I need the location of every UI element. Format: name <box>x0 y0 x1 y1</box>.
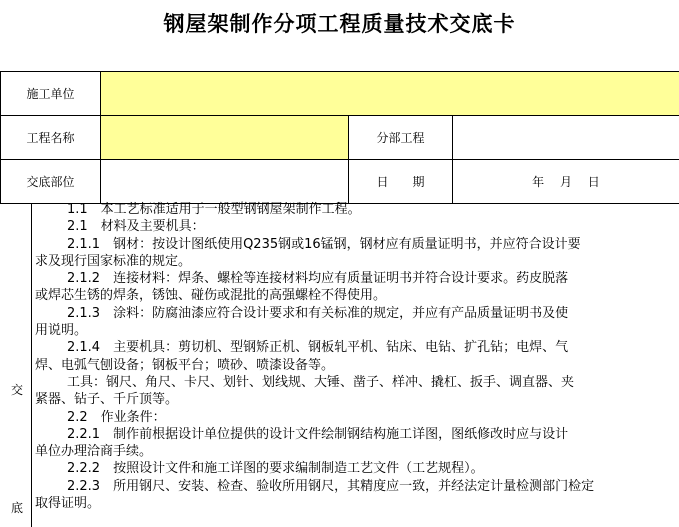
date-field[interactable]: 年 月 日 <box>452 159 679 203</box>
content-line: 2.1.3 涂料：防腐油漆应符合设计要求和有关标准的规定，并应有产品质量证明书及使 <box>67 305 569 321</box>
project-name-label: 工程名称 <box>0 115 100 159</box>
content-line: 用说明。 <box>35 323 88 339</box>
content-line: 2.2 作业条件： <box>67 409 166 425</box>
content-line: 2.1.4 主要机具：剪切机、型钢矫正机、钢板轧平机、钻床、电钻、扩孔钻；电焊、气 <box>67 340 569 356</box>
construction-unit-field[interactable] <box>100 71 679 115</box>
construction-unit-label: 施工单位 <box>0 71 100 115</box>
content-line: 2.1.2 连接材料：焊条、螺栓等连接材料均应有质量证明书并符合设计要求。药皮脱落 <box>67 271 569 287</box>
date-label: 日 期 <box>348 159 452 203</box>
content-line: 紧器、钻子、千斤顶等。 <box>35 392 179 408</box>
content-line: 2.2.3 所用钢尺、安装、检查、验收所用钢尺，其精度应一致，并经法定计量检测部门检定 <box>67 478 595 494</box>
content-line: 取得证明。 <box>35 496 101 512</box>
handover-part-field[interactable] <box>100 159 348 203</box>
side-column-border <box>31 203 32 527</box>
handover-part-label: 交底部位 <box>0 159 100 203</box>
content-line: 单位办理洽商手续。 <box>35 444 153 460</box>
page-title: 钢屋架制作分项工程质量技术交底卡 <box>163 12 516 36</box>
side-label-char-1: 交 <box>11 383 24 397</box>
handover-content <box>35 201 665 512</box>
project-name-field[interactable] <box>100 115 348 159</box>
sub-project-field[interactable] <box>452 115 679 159</box>
sub-project-label: 分部工程 <box>348 115 452 159</box>
content-line: 2.1.1 钢材：按设计图纸使用Q235钢或16锰钢，钢材应有质量证明书，并应符合设计要 <box>67 236 581 252</box>
content-line: 1.1 本工艺标准适用于一般型钢钢屋架制作工程。 <box>67 202 361 217</box>
content-line: 2.2.1 制作前根据设计单位提供的设计文件绘制钢结构施工详图，图纸修改时应与设计 <box>67 426 569 442</box>
content-line: 焊、电弧气刨设备；钢板平台；喷砂、喷漆设备等。 <box>35 357 335 373</box>
content-line: 2.2.2 按照设计文件和施工详图的要求编制制造工艺文件（工艺规程）。 <box>67 461 484 477</box>
content-line: 求及现行国家标准的规定。 <box>35 253 192 269</box>
content-line: 2.1 材料及主要机具： <box>67 219 205 235</box>
side-label-char-2: 底 <box>11 501 24 515</box>
content-line: 工具：钢尺、角尺、卡尺、划针、划线规、大锤、凿子、样冲、撬杠、扳手、调直器、夹 <box>67 374 575 390</box>
content-line: 或焊芯生锈的焊条，锈蚀、碰伤或混批的高强螺栓不得使用。 <box>35 288 387 304</box>
